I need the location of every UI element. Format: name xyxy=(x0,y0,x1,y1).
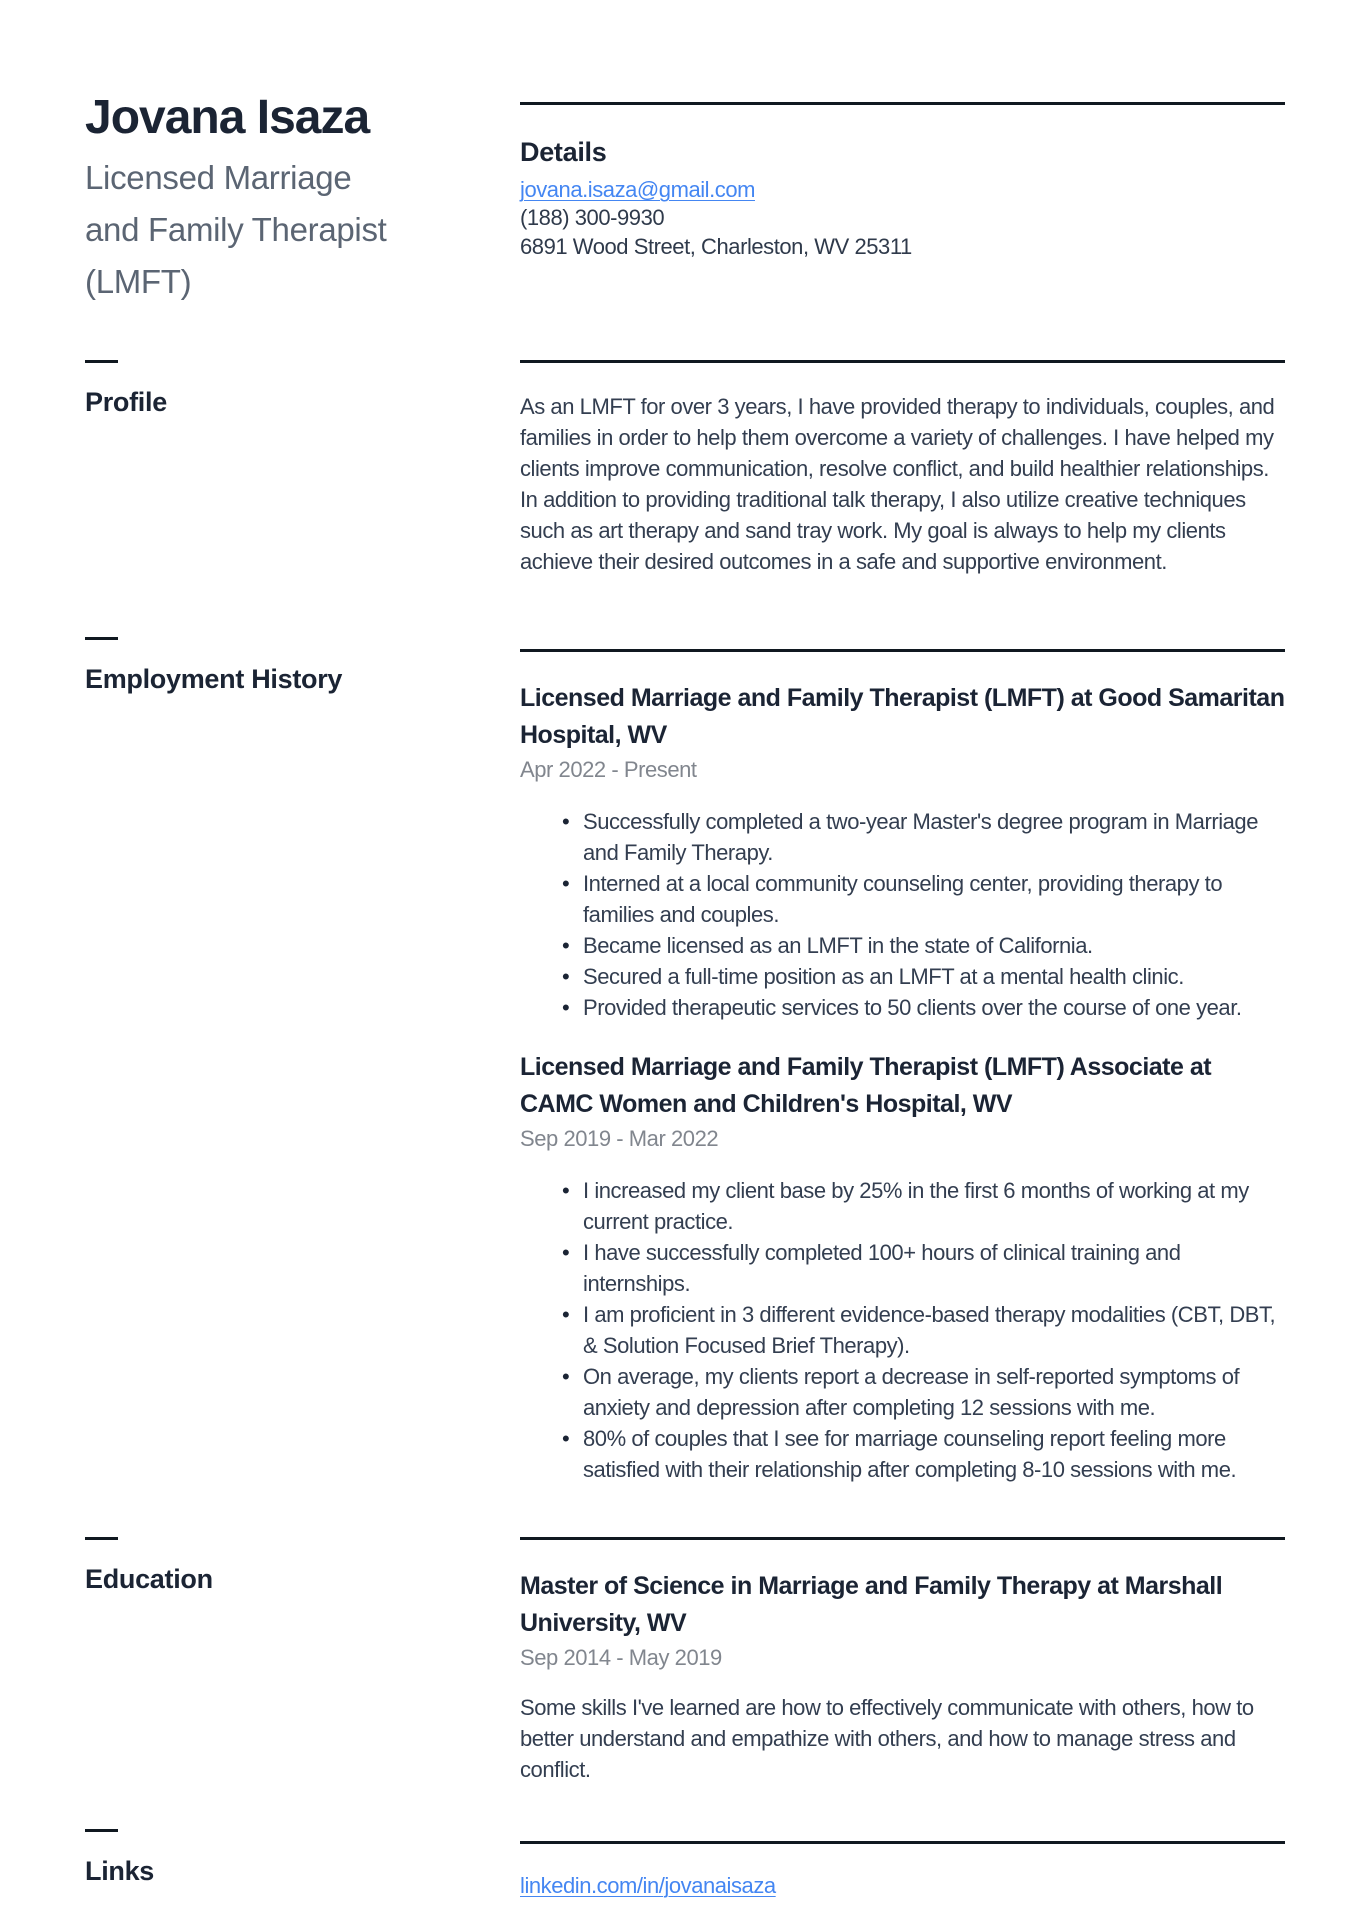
job-bullet: • I am proficient in 3 different evidence-based therapy modalities (CBT, DBT, & Solution Focused Brief Therapy). xyxy=(520,1299,1285,1361)
education-text: Some skills I've learned are how to effectively communicate with others, how to better understand and empathize with others, and how to manage stress and conflict. xyxy=(520,1695,1254,1782)
job-entry xyxy=(520,1049,1285,1485)
profile-sidebar-label xyxy=(85,360,430,577)
job-dates: Sep 2019 - Mar 2022 xyxy=(520,1126,719,1151)
job-title: Licensed Marriage and Family Therapist (LMFT) Associate at CAMC Women and Children's Hospital, WV xyxy=(520,1053,1212,1118)
profile-section xyxy=(520,360,1285,577)
links-sidebar-label xyxy=(85,1829,430,1900)
section-divider xyxy=(520,649,1285,652)
job-bullet: • Secured a full-time position as an LMFT at a mental health clinic. xyxy=(520,961,1285,992)
job-entry xyxy=(520,680,1285,1023)
employment-section xyxy=(520,637,1285,1485)
linkedin-link[interactable]: linkedin.com/in/jovanaisaza xyxy=(520,1873,776,1898)
profile-text: As an LMFT for over 3 years, I have provided therapy to individuals, couples, and families in order to help them overcome a variety of challenges. I have helped my clients improve communication, resolve conflict, and build healthier relationships. In addition to providing traditional talk therapy, I also utilize creative techniques such as art therapy and sand tray work. My goal is always to help my clients achieve their desired outcomes in a safe and supportive environment. xyxy=(520,394,1275,574)
job-bullet: • 80% of couples that I see for marriage counseling report feeling more satisfied with their relationship after completing 8-10 sessions with me. xyxy=(520,1423,1285,1485)
section-divider xyxy=(520,102,1285,105)
email-link[interactable]: jovana.isaza@gmail.com xyxy=(520,177,755,202)
person-name: Jovana Isaza xyxy=(85,91,370,144)
section-dash xyxy=(85,1829,118,1832)
education-label: Education xyxy=(85,1564,213,1594)
job-bullet: • On average, my clients report a decrease in self-reported symptoms of anxiety and depression after completing 12 sessions with me. xyxy=(520,1361,1285,1423)
section-divider xyxy=(520,360,1285,363)
employment-label: Employment History xyxy=(85,664,343,694)
section-dash xyxy=(85,360,118,363)
job-bullet: • Provided therapeutic services to 50 clients over the course of one year. xyxy=(520,992,1285,1023)
job-bullet-list xyxy=(520,1175,1285,1485)
section-divider xyxy=(520,1841,1285,1844)
person-job-title: Licensed Marriage and Family Therapist (LMFT) xyxy=(85,159,387,300)
links-section xyxy=(520,1829,1285,1900)
degree-title: Master of Science in Marriage and Family Therapy at Marshall University, WV xyxy=(520,1572,1223,1637)
job-bullet: • Successfully completed a two-year Master's degree program in Marriage and Family Therapy. xyxy=(520,806,1285,868)
education-dates: Sep 2014 - May 2019 xyxy=(520,1645,722,1670)
phone-number: (188) 300-9930 xyxy=(520,205,665,230)
job-bullet: • I increased my client base by 25% in the first 6 months of working at my current practice. xyxy=(520,1175,1285,1237)
details-section xyxy=(520,90,1285,308)
job-bullet: • Became licensed as an LMFT in the state of California. xyxy=(520,930,1285,961)
job-bullet: • Interned at a local community counseling center, providing therapy to families and couples. xyxy=(520,868,1285,930)
job-bullet: • I have successfully completed 100+ hours of clinical training and internships. xyxy=(520,1237,1285,1299)
section-dash xyxy=(85,1537,118,1540)
education-section xyxy=(520,1537,1285,1785)
section-divider xyxy=(520,1537,1285,1540)
education-sidebar-label xyxy=(85,1537,430,1785)
postal-address: 6891 Wood Street, Charleston, WV 25311 xyxy=(520,233,912,259)
links-label: Links xyxy=(85,1856,155,1886)
profile-label: Profile xyxy=(85,387,167,417)
details-heading: Details xyxy=(520,137,607,167)
job-dates: Apr 2022 - Present xyxy=(520,757,697,782)
header-block xyxy=(85,90,430,308)
job-title: Licensed Marriage and Family Therapist (LMFT) at Good Samaritan Hospital, WV xyxy=(520,684,1285,749)
job-bullet-list xyxy=(520,806,1285,1023)
section-dash xyxy=(85,637,118,640)
employment-sidebar-label xyxy=(85,637,430,1485)
